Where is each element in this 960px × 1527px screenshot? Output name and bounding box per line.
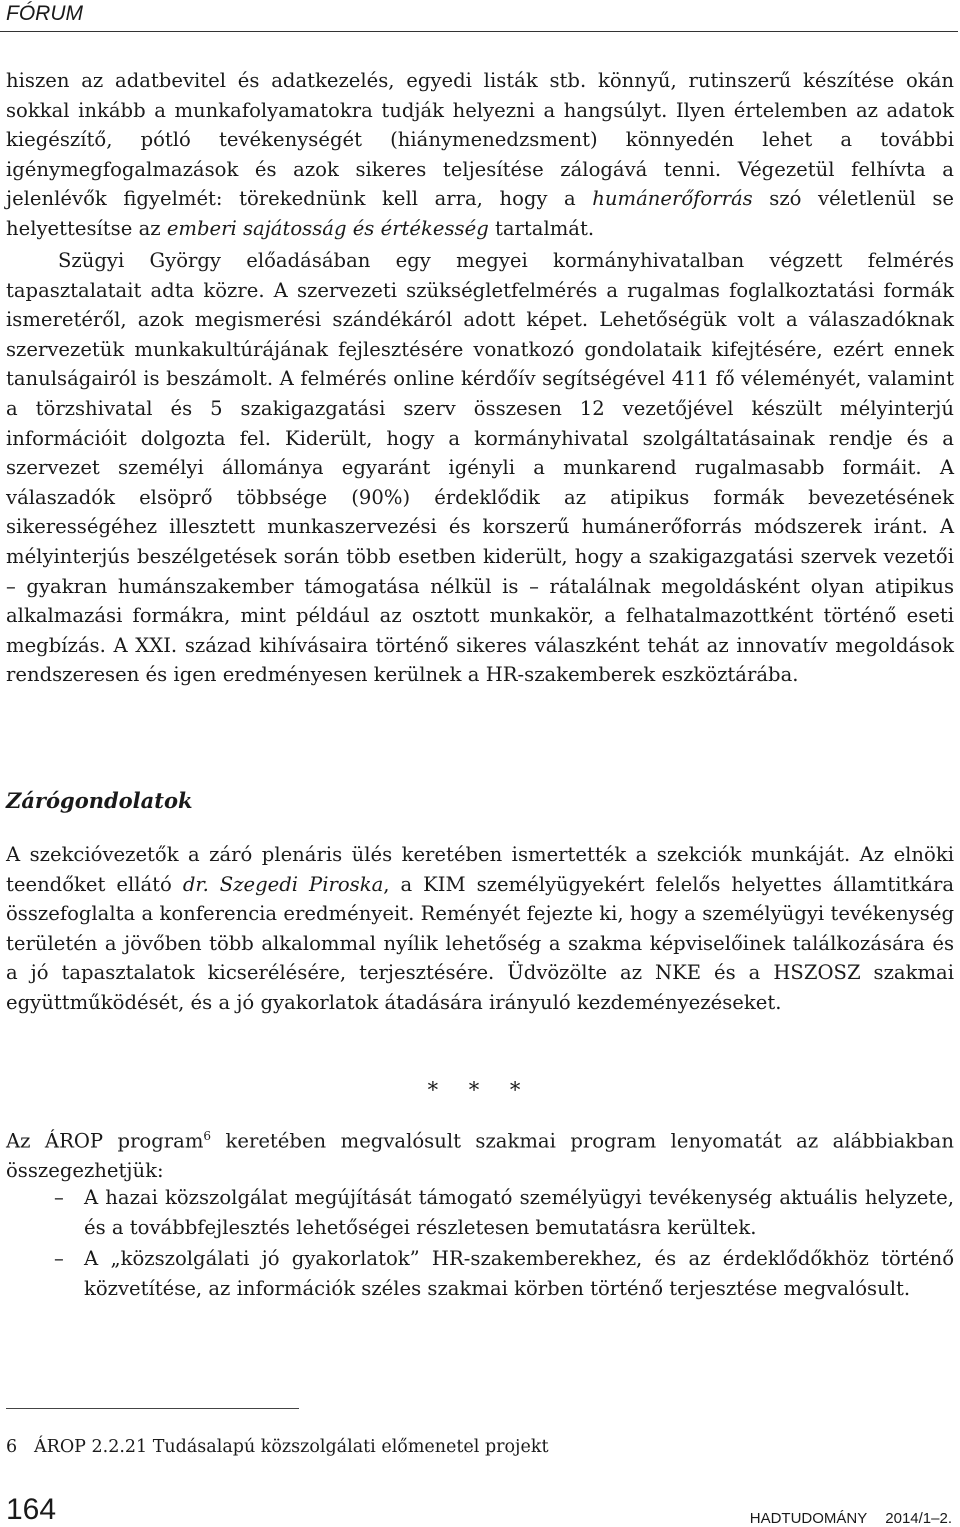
paragraph-1-italic-term: humánerőforrás — [592, 187, 753, 211]
section-separator: * * * — [427, 1078, 533, 1102]
paragraph-3-text-a: A szekcióvezetők a záró plenáris ülés keretében ismertették a szekciók munkáját. Az elnöki teendőket ellátó — [6, 843, 954, 896]
list-item-text: A hazai közszolgálat megújítását támogató személyügyi tevékenység aktuális helyzete, és a továbbfejlesztés lehetőségei részletesen bemutatásra kerültek. — [84, 1186, 954, 1239]
paragraph-4 — [6, 1122, 954, 1186]
footnote-divider — [6, 1408, 299, 1409]
paragraph-4-text-a: Az ÁROP program — [6, 1129, 204, 1153]
section-title: FÓRUM — [6, 2, 83, 25]
paragraph-3 — [6, 840, 954, 1018]
journal-issue: 2014/1–2. — [885, 1510, 952, 1527]
list-item-text: A „közszolgálati jó gyakorlatok” HR-szakemberekhez, és az érdeklődőkhöz történő közvetítése, az információk széles szakmai körben történő terjesztése megvalósult. — [84, 1247, 954, 1300]
paragraph-1-text-b: szó véletlenül se helyettesítse az — [6, 187, 954, 240]
footnote — [6, 1437, 548, 1457]
page-number: 164 — [6, 1493, 57, 1526]
footnote-reference: 6 — [203, 1129, 212, 1143]
dash-bullet: – — [54, 1247, 64, 1271]
header-divider — [0, 31, 958, 32]
paragraph-2: Szügyi György előadásában egy megyei kormányhivatalban végzett felmérés tapasztalatait adta közre. A szervezeti szükségletfelmérés a rugalmas foglalkoztatási formák ismeretéről, azok megismerési szándékáról adott képet. Lehetőségük volt a válaszadóknak szervezetük munkakultúrájának fejlesztésére vonatkozó gondolataik kifejtésére, ezért ennek tanulságairól is beszámolt. A felmérés online kérdőív segítségével 411 fő véleményét, valamint a törzshivatal és 5 szakigazgatási szerv összesen 12 vezetőjével készült mélyinterjú információit dolgozta fel. Kiderült, hogy a kormányhivatal szolgáltatásainak rendje és a szervezet személyi állománya egyaránt igényli a munkarend rugalmasabb formáit. A válaszadók elsöprő többsége (90%) érdeklődik az atipikus formák bevezetésének sikerességéhez illesztett munkaszervezési és korszerű humánerőforrás módszerek iránt. A mélyinterjús beszélgetések során több esetben kiderült, hogy a szakigazgatási szervek vezetői – gyakran humánszakember támogatása nélkül is – rátalálnak megoldásként olyan atipikus alkalmazási formákra, mint például az osztott munkakör, a felhatalmazottként történő eseti megbízás. A XXI. század kihívásaira történő sikeres válaszként tehát az innovatív megoldások rendszeresen és igen eredményesen kerülnek a HR-szakemberek eszköztárába. — [6, 249, 954, 687]
list-item — [6, 1244, 954, 1303]
section-heading: Zárógondolatok — [6, 788, 193, 813]
list-item — [6, 1183, 954, 1242]
paragraph-4-text-b: keretében megvalósult szakmai program lenyomatát az alábbiakban összegezhetjük: — [6, 1129, 954, 1183]
paragraph-1 — [6, 66, 954, 244]
paragraph-3-text-b: , a KIM személyügyekért felelős helyettes államtitkára összefoglalta a konferencia eredményeit. Reményét fejezte ki, hogy a személyügyi tevékenység területén a jövőben több alkalommal nyílik lehetőség a szakma képviselőinek találkozására és a jó tapasztalatok kicserélésére, terjesztésére. Üdvözölte az NKE és a HSZOSZ szakmai együttműködését, és a jó gyakorlatok átadására irányuló kezdeményezéseket. — [6, 872, 954, 1014]
footnote-number: 6 — [6, 1437, 18, 1457]
paragraph-1-italic-phrase: emberi sajátosság és értékesség — [166, 216, 489, 240]
paragraph-1-text-c: tartalmát. — [488, 216, 595, 240]
dash-bullet: – — [54, 1186, 64, 1209]
journal-footer — [732, 1510, 952, 1527]
bullet-list — [6, 1183, 954, 1305]
paragraph-3-italic-name: dr. Szegedi Piroska — [182, 872, 384, 896]
journal-title: HADTUDOMÁNY — [749, 1510, 868, 1527]
paragraph-1-text-a: hiszen az adatbevitel és adatkezelés, egyedi listák stb. könnyű, rutinszerű készítése okán sokkal inkább a munkafolyamatokra tudják helyezni a hangsúlyt. Ilyen értelemben az adatok kiegészítő, pótló tevékenységét (hiánymenedzsment) könnyedén lehet a további igénymegfogalmazások és azok sikeres teljesítése zálogává tenni. Végezetül felhívta a jelenlévők figyelmét: törekednünk kell arra, hogy a — [6, 69, 954, 211]
footnote-text: ÁROP 2.2.21 Tudásalapú közszolgálati előmenetel projekt — [34, 1437, 549, 1457]
